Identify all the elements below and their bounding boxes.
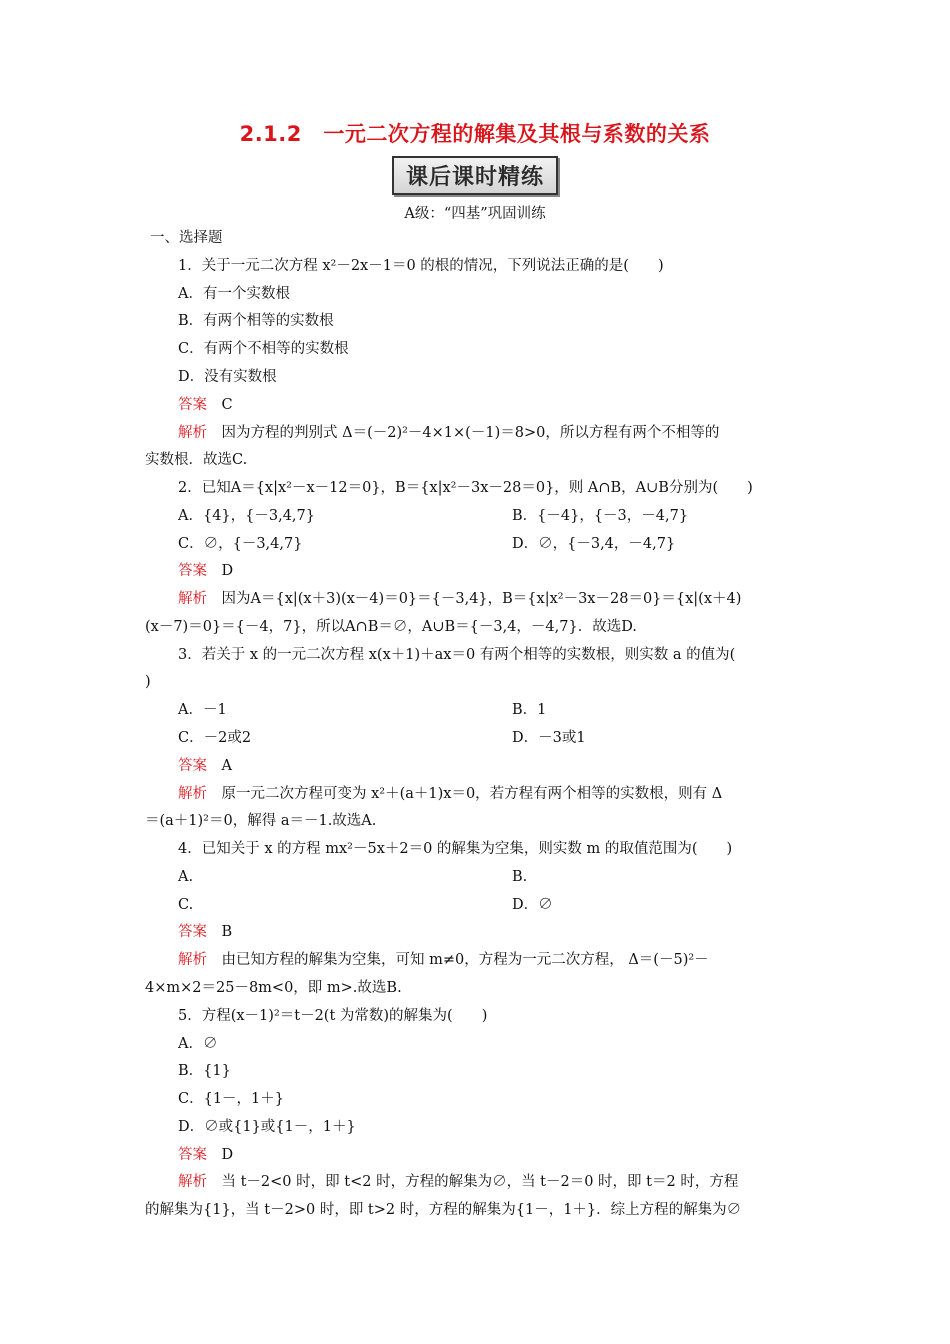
q4-stem: 4．已知关于 x 的方程 mx²－5x＋2＝0 的解集为空集，则实数 m 的取值范围为( ) [178,841,733,857]
q5-option-b: B．{1} [178,1063,231,1079]
q2-option-d: D．∅，{－3,4，－4,7} [512,536,676,552]
q1-option-b: B．有两个相等的实数根 [178,313,334,329]
q2-analysis-line-1 [178,589,741,609]
answer-label: 答案 [178,563,207,579]
q3-answer [178,756,232,776]
q4-analysis-line-2: 4×m×2＝25－8m<0，即 m>.故选B. [145,980,402,996]
q1-analysis-text-1: 因为方程的判别式 Δ＝(－2)²－4×1×(－1)＝8>0，所以方程有两个不相等的 [221,425,720,441]
q2-option-c: C．∅，{－3,4,7} [178,536,303,552]
q3-option-d: D．－3或1 [512,730,586,746]
analysis-label: 解析 [178,425,207,441]
analysis-label: 解析 [178,591,207,607]
q4-option-b: B. [512,869,528,885]
answer-label: 答案 [178,1147,207,1163]
q1-answer [178,395,233,415]
q1-analysis-line-2: 实数根．故选C. [145,452,248,468]
q4-analysis-text-1: 由已知方程的解集为空集，可知 m≠0，方程为一元二次方程， Δ＝(－5)²－ [221,952,709,968]
q4-option-a: A. [178,869,194,885]
q5-answer-value: D [221,1147,234,1163]
q1-stem: 1．关于一元二次方程 x²－2x－1＝0 的根的情况，下列说法正确的是( ) [178,258,664,274]
section-banner: 课后课时精练 [392,156,558,195]
q3-analysis-line-2: ＝(a＋1)²＝0，解得 a＝－1.故选A. [145,813,377,829]
q2-option-a: A．{4}，{－3,4,7} [178,508,315,524]
q1-answer-value: C [221,397,233,413]
section-heading: 一、选择题 [150,230,223,246]
q5-analysis-line-2: 的解集为{1}，当 t－2>0 时，即 t>2 时，方程的解集为{1－，1＋}．综上方程的解集为∅ [145,1202,742,1218]
page-title: 2.1.2 一元二次方程的解集及其根与系数的关系 [239,122,711,146]
q3-analysis-text-1: 原一元二次方程可变为 x²＋(a＋1)x＝0，若方程有两个相等的实数根，则有 Δ [221,786,723,802]
q3-analysis-line-1 [178,784,722,804]
q5-option-d: D．∅或{1}或{1－，1＋} [178,1119,356,1135]
q2-analysis-text-1: 因为A＝{x|(x＋3)(x－4)＝0}＝{－3,4}，B＝{x|x²－3x－28＝0}＝{x|(x＋4) [221,591,742,607]
analysis-label: 解析 [178,952,207,968]
analysis-label: 解析 [178,1174,207,1190]
q4-analysis-line-1 [178,950,709,970]
answer-label: 答案 [178,397,207,413]
q5-option-c: C．{1－，1＋} [178,1091,284,1107]
q5-answer [178,1145,233,1165]
q5-stem: 5．方程(x－1)²＝t－2(t 为常数)的解集为( ) [178,1008,488,1024]
q5-analysis-text-1: 当 t－2<0 时，即 t<2 时，方程的解集为∅，当 t－2＝0 时，即 t＝2 时，方程 [221,1174,739,1190]
analysis-label: 解析 [178,786,207,802]
q3-option-a: A．－1 [178,702,227,718]
q3-stem-line-2: ) [145,674,151,690]
q3-answer-value: A [221,758,232,774]
banner-container [0,156,950,195]
q5-analysis-line-1 [178,1172,738,1192]
q1-option-d: D．没有实数根 [178,369,277,385]
q4-answer-value: B [221,924,233,940]
answer-label: 答案 [178,758,207,774]
q3-option-c: C．－2或2 [178,730,252,746]
q1-analysis-line-1 [178,423,719,443]
q4-option-d: D．∅ [512,897,553,913]
q5-option-a: A．∅ [178,1036,218,1052]
q1-option-c: C．有两个不相等的实数根 [178,341,349,357]
q2-option-b: B．{－4}，{－3，－4,7} [512,508,689,524]
q4-answer [178,922,232,942]
q2-stem: 2．已知A＝{x|x²－x－12＝0}，B＝{x|x²－3x－28＝0}，则 A∩B，A∪B分别为( ) [178,480,753,496]
q3-stem-line-1: 3．若关于 x 的一元二次方程 x(x＋1)＋ax＝0 有两个相等的实数根，则实数 a 的值为( [178,647,736,663]
q2-answer-value: D [221,563,234,579]
answer-label: 答案 [178,924,207,940]
level-heading: A级：“四基”巩固训练 [404,206,546,222]
q4-option-c: C. [178,897,194,913]
q2-answer [178,561,233,581]
q3-option-b: B．1 [512,702,547,718]
q1-option-a: A．有一个实数根 [178,286,290,302]
q2-analysis-line-2: (x－7)＝0}＝{－4，7}，所以A∩B＝∅，A∪B＝{－3,4，－4,7}．故选D. [145,619,637,635]
